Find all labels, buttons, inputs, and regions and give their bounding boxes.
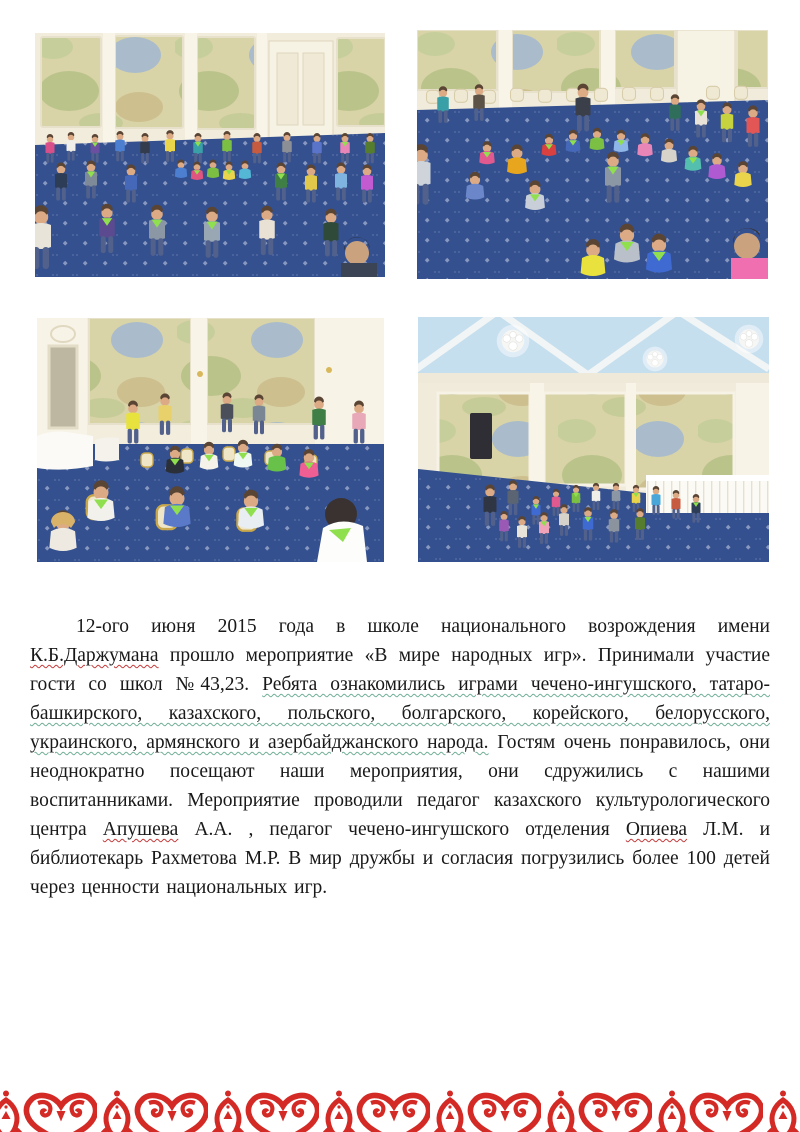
kazakh-ornament-border: [0, 1085, 800, 1132]
text-run: А.А. , педагог чечено-ингушского отделения: [178, 819, 626, 840]
text-run-grammar: Ребята ознакомились играми чечено-ингушского, татаро-башкирского, казахского, польского, болгарского, корейского, белорусского, украинского, армянского и азербайджанского народа.: [30, 674, 771, 753]
text-run: прошло мероприятие «В мире народных игр». Принимали участие гости со школ №43,23.: [30, 645, 770, 695]
text-run-spellcheck: Опиева: [625, 819, 688, 840]
text-run-spellcheck: Апушева: [102, 819, 179, 840]
text-run: Гостям очень понравилось, они неоднократно посещают наши мероприятия, они сдружились с нашими воспитанниками. Мероприятие проводили педагог казахского культурологического центра: [30, 732, 770, 840]
photo-children-standing-circle: [35, 33, 385, 277]
paragraph-text: [30, 612, 770, 902]
photo-children-dancing-circle: [418, 317, 769, 562]
photo-children-musical-chairs: [37, 318, 384, 562]
photo-children-sitting-circle: [417, 30, 768, 279]
report-paragraph: [30, 612, 770, 902]
text-run-spellcheck: К.Б.Даржумана: [30, 645, 159, 666]
text-run: 12-ого июня 2015 года в школе национального возрождения имени: [76, 616, 770, 637]
text-run: Л.М. и библиотекарь Рахметова М.Р. В мир дружбы и согласия погрузились более 100 детей через ценности национальных игр.: [30, 819, 770, 898]
